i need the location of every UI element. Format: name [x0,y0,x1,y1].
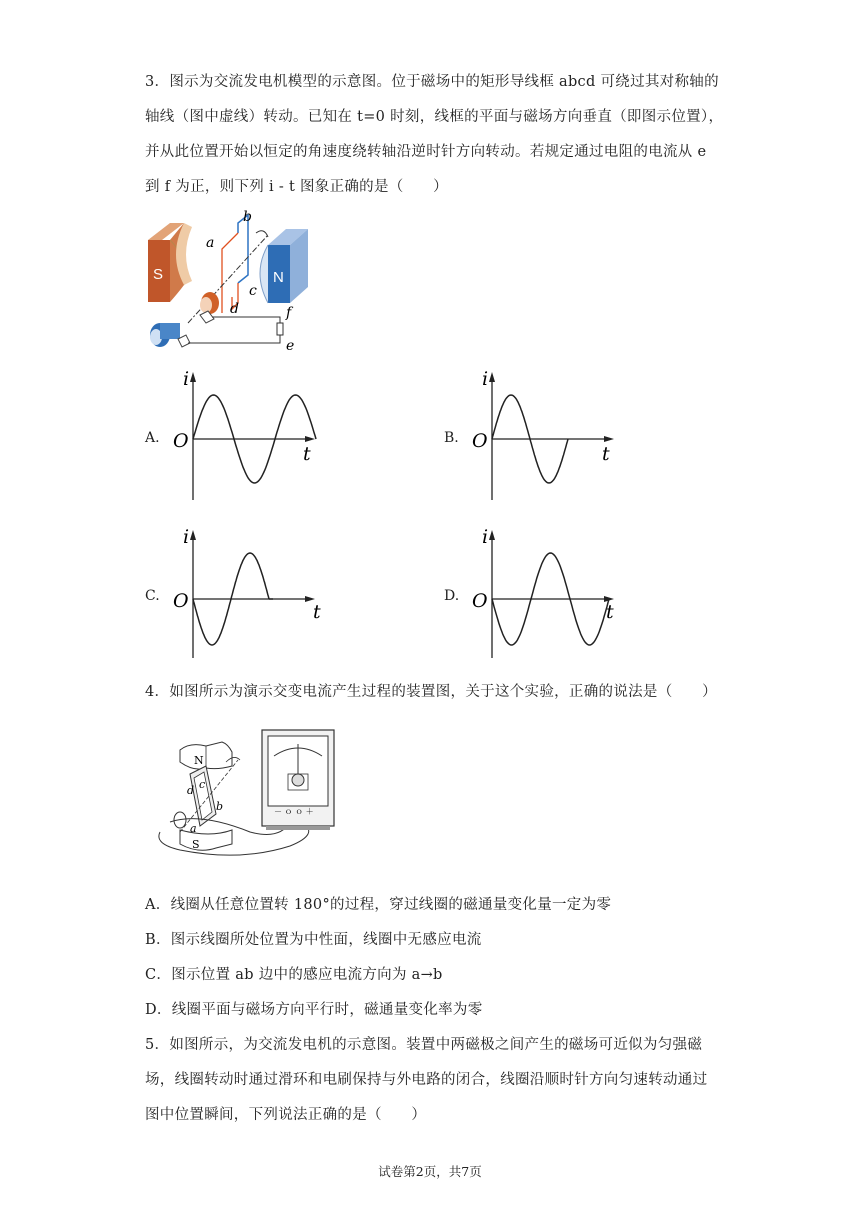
q4-label-b: b [216,800,224,813]
option-b-label: B. [444,430,459,446]
option-d-origin: O [472,590,488,612]
meter-terminals: － ｏ ｏ ＋ [274,807,314,816]
option-a-axis-i: i [183,370,190,390]
option-d-axis-t: t [606,601,614,623]
q5-line-2: 场，线圈转动时通过滑环和电刷保持与外电路的闭合，线圈沿顺时针方向匀速转动通过 [145,1072,708,1088]
label-d: d [230,301,239,317]
s-pole-label: S [153,266,164,283]
q4-stem: 4．如图所示为演示交变电流产生过程的装置图，关于这个实验，正确的说法是（ ） [145,684,717,700]
label-b: b [243,209,252,225]
q4-choice-b: B．图示线圈所处位置为中性面，线圈中无感应电流 [145,932,482,948]
option-c-axis-i: i [183,528,190,548]
q3-line-4: 到 f 为正，则下列 i - t 图象正确的是（ ） [145,179,448,195]
label-f: f [286,305,292,321]
option-c-axis-t: t [313,601,321,623]
q4-choice-d: D．线圈平面与磁场方向平行时，磁通量变化率为零 [145,1002,483,1018]
label-a: a [206,235,215,251]
option-d-label: D. [444,588,460,604]
q4-label-d: d [187,784,195,797]
option-d-axis-i: i [482,528,489,548]
option-c-graph [165,528,325,663]
q3-line-2: 轴线（图中虚线）转动。已知在 t=0 时刻，线框的平面与磁场方向垂直（即图示位置）， [145,109,724,125]
option-c-label: C. [145,588,160,604]
page-footer: 试卷第2页，共7页 [378,1164,482,1179]
generator-figure [140,205,310,355]
option-b-axis-i: i [482,370,489,390]
n-pole-label: N [273,269,284,286]
option-b-graph [464,370,624,505]
n-label: N [194,754,204,767]
q5-line-3: 图中位置瞬间，下列说法正确的是（ ） [145,1107,427,1123]
q5-line-1: 5．如图所示，为交流发电机的示意图。装置中两磁极之间产生的磁场可近似为匀强磁 [145,1037,703,1053]
option-c-origin: O [173,590,189,612]
q4-choice-a: A．线圈从任意位置转 180°的过程，穿过线圈的磁通量变化量一定为零 [145,897,612,913]
option-a-label: A. [145,430,160,446]
option-a-origin: O [173,430,189,452]
option-a-axis-t: t [303,443,311,465]
label-c: c [249,283,257,299]
q4-label-a: a [190,822,197,835]
q4-choice-c: C．图示位置 ab 边中的感应电流方向为 a→b [145,967,443,983]
option-d-graph [464,528,624,663]
q3-line-3: 并从此位置开始以恒定的角速度绕转轴沿逆时针方向转动。若规定通过电阻的电流从 e [145,144,707,160]
option-a-graph [165,370,325,505]
s-label: S [192,838,200,851]
label-e: e [286,338,295,354]
q4-label-c: c [199,778,206,791]
ac-demo-figure [150,722,350,862]
q3-line-1: 3．图示为交流发电机模型的示意图。位于磁场中的矩形导线框 abcd 可绕过其对称轴的 [145,74,719,90]
option-b-origin: O [472,430,488,452]
option-b-axis-t: t [602,443,610,465]
